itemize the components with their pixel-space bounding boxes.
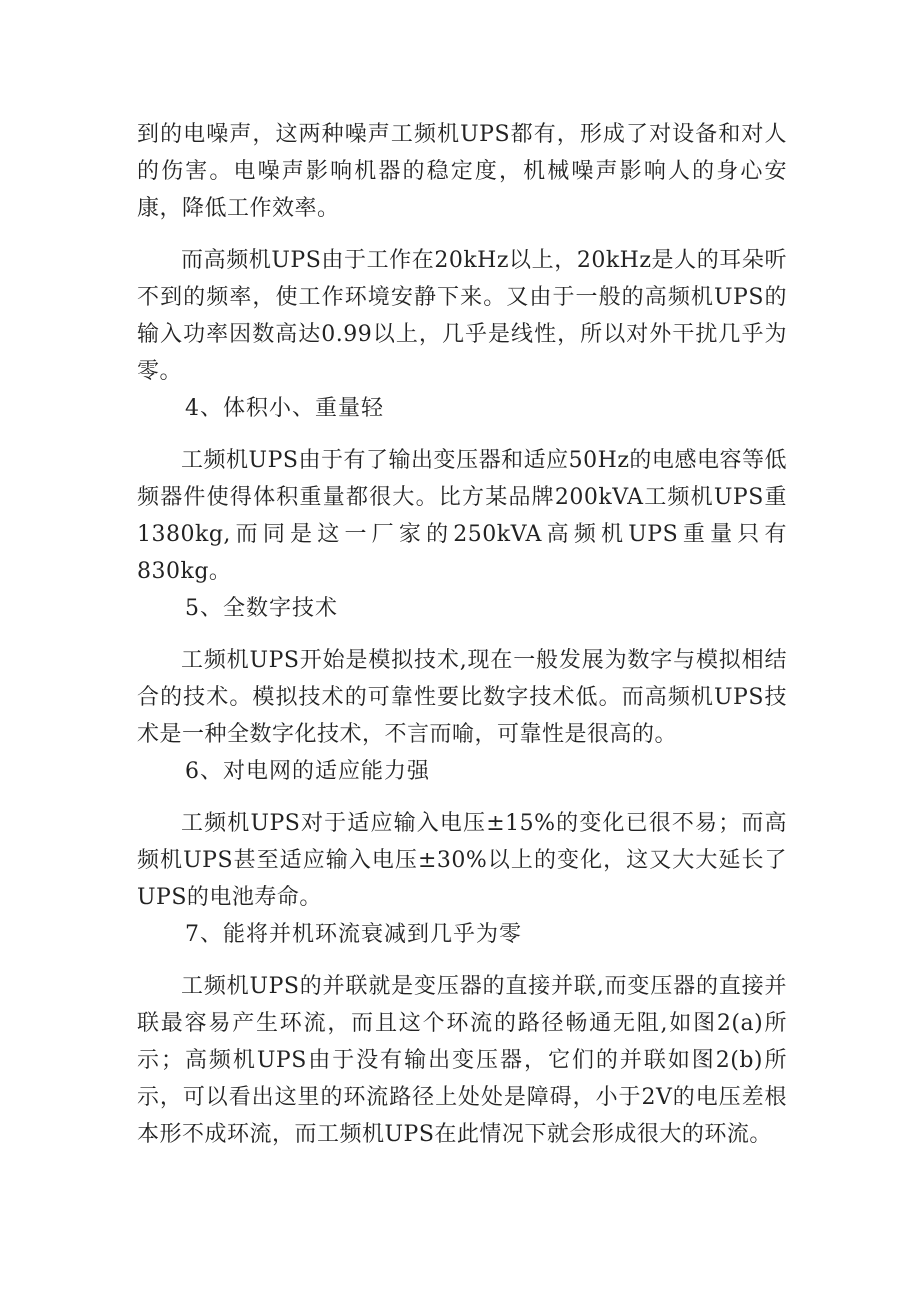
paragraph-grid-adaptability: 工频机UPS对于适应输入电压±15%的变化已很不易；而高频机UPS甚至适应输入电压±30%以上的变化，这又大大延长了UPS的电池寿命。 <box>137 811 787 910</box>
heading-grid-adaptability: 6、对电网的适应能力强 <box>185 759 430 784</box>
paragraph-high-frequency-quiet: 而高频机UPS由于工作在20kHz以上，20kHz是人的耳朵听不到的频率，使工作环境安静下来。又由于一般的高频机UPS的输入功率因数高达0.99以上，几乎是线性，所以对外干扰几乎为零。 <box>137 248 787 384</box>
paragraph-digital-technology: 工频机UPS开始是模拟技术,现在一般发展为数字与模拟相结合的技术。模拟技术的可靠性要比数字技术低。而高频机UPS技术是一种全数字化技术，不言而喻，可靠性是很高的。 <box>137 648 787 747</box>
paragraph-circulating-current: 工频机UPS的并联就是变压器的直接并联,而变压器的直接并联最容易产生环流，而且这个环流的路径畅通无阻,如图2(a)所示；高频机UPS由于没有输出变压器，它们的并联如图2(b)所示，可以看出这里的环流路径上处处是障碍，小于2V的电压差根本形不成环流，而工频机UPS在此情况下就会形成很大的环流。 <box>137 974 787 1147</box>
paragraph-size-weight: 工频机UPS由于有了输出变压器和适应50Hz的电感电容等低频器件使得体积重量都很大。比方某品牌200kVA工频机UPS重1380kg,而同是这一厂家的250kVA高频机UPS重量只有830kg。 <box>137 448 787 584</box>
heading-digital-technology: 5、全数字技术 <box>185 596 338 621</box>
document-page <box>137 116 787 1153</box>
heading-circulating-current: 7、能将并机环流衰减到几乎为零 <box>185 922 522 947</box>
heading-size-weight: 4、体积小、重量轻 <box>185 396 384 421</box>
paragraph-noise-harm: 到的电噪声，这两种噪声工频机UPS都有，形成了对设备和对人的伤害。电噪声影响机器的稳定度，机械噪声影响人的身心安康，降低工作效率。 <box>137 122 787 221</box>
